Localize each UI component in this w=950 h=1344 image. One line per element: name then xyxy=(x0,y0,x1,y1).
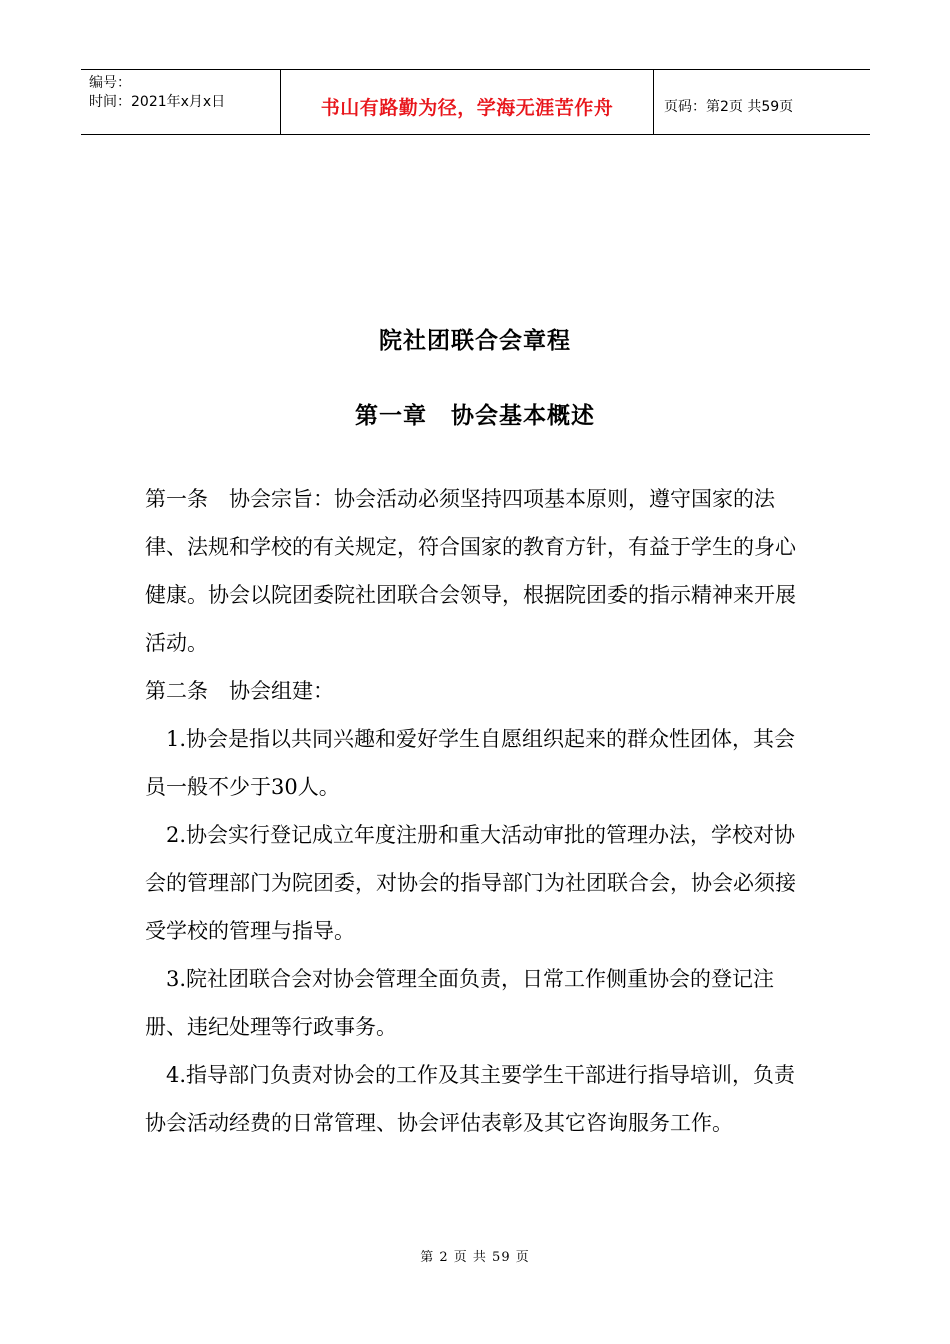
time-label: 时间：2021年x月x日 xyxy=(89,94,226,110)
chapter-title: 第一章 协会基本概述 xyxy=(355,402,595,429)
header-motto: 书山有路勤为径，学海无涯苦作舟 xyxy=(320,96,614,119)
serial-number-label: 编号： xyxy=(89,75,131,91)
clause-2: 2.协会实行登记成立年度注册和重大活动审批的管理办法，学校对协会的管理部门为院团委，对协会的指导部门为社团联合会，协会必须接受学校的管理与指导。 xyxy=(145,823,796,943)
header-meta-cell xyxy=(81,70,281,134)
clause-1: 1.协会是指以共同兴趣和爱好学生自愿组织起来的群众性团体，其会员一般不少于30人。 xyxy=(145,727,796,799)
page-header xyxy=(81,69,870,135)
header-page-info: 页码：第2页 共59页 xyxy=(664,99,794,115)
document-title: 院社团联合会章程 xyxy=(379,327,571,354)
article-1: 第一条 协会宗旨：协会活动必须坚持四项基本原则，遵守国家的法律、法规和学校的有关规定，符合国家的教育方针，有益于学生的身心健康。协会以院团委院社团联合会领导，根据院团委的指示精神来开展活动。 xyxy=(145,487,796,655)
header-motto-cell xyxy=(281,70,654,134)
document-body xyxy=(145,475,805,1147)
header-page-cell xyxy=(654,70,870,134)
article-2-heading: 第二条 协会组建： xyxy=(145,679,334,703)
page-footer: 第 2 页 共 59 页 xyxy=(420,1250,530,1265)
clause-4: 4.指导部门负责对协会的工作及其主要学生干部进行指导培训，负责协会活动经费的日常管理、协会评估表彰及其它咨询服务工作。 xyxy=(145,1063,796,1135)
clause-3: 3.院社团联合会对协会管理全面负责，日常工作侧重协会的登记注册、违纪处理等行政事务。 xyxy=(145,967,775,1039)
